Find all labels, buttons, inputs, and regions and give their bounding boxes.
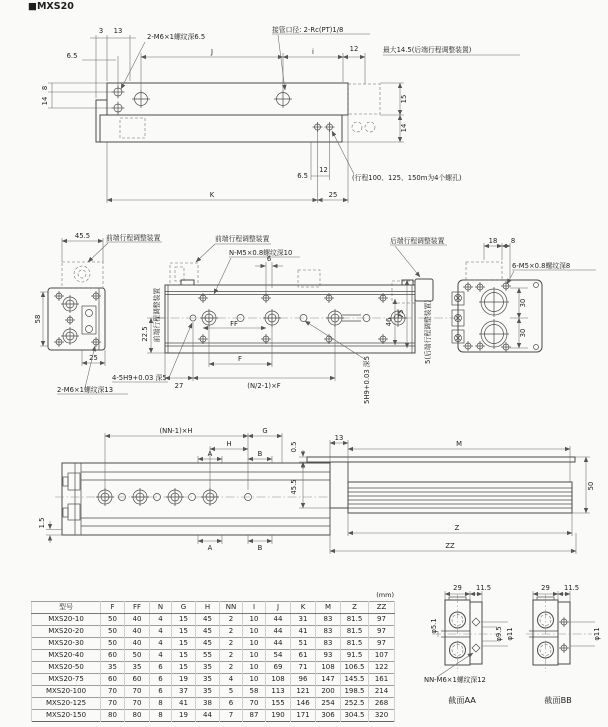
table-cell: 4 — [150, 614, 172, 626]
table-cell: 10 — [243, 638, 266, 650]
pin-hole-note: 4-5H9+0.03 深5 — [112, 374, 167, 382]
dim-0-5: 0.5 — [290, 441, 298, 453]
table-cell: 198.5 — [341, 686, 369, 698]
table-cell: 55 — [196, 650, 220, 662]
table-cell: 6 — [150, 674, 172, 686]
column-header-0: 型号 — [32, 602, 101, 614]
table-cell: MXS20-75 — [32, 674, 101, 686]
table-cell: 155 — [266, 698, 291, 710]
table-cell: MXS20-40 — [32, 650, 101, 662]
dim-K: K — [209, 191, 215, 199]
bolt-hole-icon — [263, 309, 281, 327]
table-cell: MXS20-20 — [32, 626, 101, 638]
table-cell: 7 — [220, 710, 243, 722]
table-cell: 44 — [266, 614, 291, 626]
dim-Z: Z — [454, 524, 460, 532]
table-cell: 81.5 — [341, 638, 369, 650]
column-header-11: Z — [341, 602, 369, 614]
dim-14-right: 14 — [400, 123, 408, 133]
bottom-thread-hole-icon — [261, 334, 271, 344]
table-cell: 37 — [172, 686, 196, 698]
table-cell: 45 — [196, 626, 220, 638]
column-header-3: N — [150, 602, 172, 614]
table-cell: 35 — [101, 662, 125, 674]
table-cell: 122 — [369, 662, 395, 674]
table-cell: 304.5 — [341, 710, 369, 722]
table-cell: 113 — [266, 686, 291, 698]
table-cell: 6 — [150, 686, 172, 698]
mount-hole-icon — [313, 122, 323, 132]
column-header-8: J — [266, 602, 291, 614]
table-cell: 10 — [243, 614, 266, 626]
column-header-10: M — [316, 602, 341, 614]
center-hole-icon — [65, 315, 75, 325]
table-cell: 70 — [101, 686, 125, 698]
table-cell: 69 — [266, 662, 291, 674]
table-cell: 121 — [291, 686, 316, 698]
column-header-7: I — [243, 602, 266, 614]
table-cell: 38 — [196, 698, 220, 710]
section-aa-caption: 截面AA — [448, 695, 476, 705]
table-cell: 97 — [369, 638, 395, 650]
table-cell: 268 — [369, 698, 395, 710]
table-cell: 10 — [243, 674, 266, 686]
table-cell: 35 — [196, 662, 220, 674]
table-cell: 44 — [266, 626, 291, 638]
dim-30-lower: 30 — [519, 328, 527, 338]
table-cell: 35 — [196, 686, 220, 698]
table-cell: 87 — [243, 710, 266, 722]
bolt-hole-icon — [96, 488, 114, 506]
table-cell: MXS20-125 — [32, 698, 101, 710]
table-cell: 161 — [369, 674, 395, 686]
table-cell: 2 — [220, 662, 243, 674]
dim-15: 15 — [400, 94, 408, 104]
table-row — [32, 698, 395, 710]
section-bb-caption: 截面BB — [544, 695, 572, 705]
dia-11: φ11 — [593, 627, 601, 641]
table-cell: 31 — [291, 614, 316, 626]
page-title: ■MXS20 — [28, 1, 74, 12]
bottom-thread-hole-icon — [198, 334, 208, 344]
table-cell: 91.5 — [341, 650, 369, 662]
table-cell: 70 — [243, 698, 266, 710]
table-cell: MXS20-50 — [32, 662, 101, 674]
table-cell: 50 — [101, 626, 125, 638]
dim-6: 6 — [266, 255, 272, 263]
bolt-hole-icon — [166, 488, 184, 506]
column-header-9: K — [291, 602, 316, 614]
table-cell: 93 — [316, 650, 341, 662]
table-cell: 44 — [266, 638, 291, 650]
table-row — [32, 710, 395, 722]
front-adjuster-note: 前端行程调整装置 — [215, 235, 270, 243]
front-adjuster-note: 前端行程调整装置 — [106, 234, 161, 242]
rear-adjuster-note: 后端行程调整装置 — [390, 237, 445, 245]
table-cell: 4 — [150, 638, 172, 650]
dim-12-right: 12 — [349, 45, 359, 53]
screw-hole-icon — [501, 281, 511, 291]
dim-29: 29 — [453, 584, 462, 592]
units-note: (mm) — [376, 591, 394, 599]
screw-hole-icon — [463, 341, 473, 351]
top-view — [41, 25, 520, 203]
table-cell: 145.5 — [341, 674, 369, 686]
table-cell: 4 — [150, 650, 172, 662]
table-row — [32, 614, 395, 626]
table-cell: 19 — [172, 710, 196, 722]
dim-18: 18 — [488, 237, 498, 245]
dim-8: 8 — [41, 85, 49, 91]
table-cell: 50 — [101, 638, 125, 650]
table-cell: 40 — [125, 638, 150, 650]
column-header-5: H — [196, 602, 220, 614]
dim-13: 13 — [113, 27, 123, 35]
cylinder-bore-icon — [479, 287, 509, 317]
table-cell: 146 — [291, 698, 316, 710]
table-cell: 81.5 — [341, 614, 369, 626]
table-cell: 8 — [150, 710, 172, 722]
table-cell: 83 — [316, 638, 341, 650]
thread-note: 2-M6×1螺纹深13 — [57, 386, 114, 394]
dim-B-top: B — [257, 450, 263, 458]
table-cell: 214 — [369, 686, 395, 698]
table-cell: 51 — [291, 638, 316, 650]
column-header-1: F — [101, 602, 125, 614]
screw-hole-icon — [463, 282, 473, 292]
max-note: 最大14.5(后端行程调整装置) — [383, 46, 472, 54]
dim-58: 58 — [34, 314, 42, 324]
table-cell: 60 — [125, 674, 150, 686]
table-cell: 80 — [101, 710, 125, 722]
bottom-thread-hole-icon — [324, 334, 334, 344]
table-cell: 41 — [291, 626, 316, 638]
table-cell: 10 — [243, 662, 266, 674]
table-cell: 320 — [369, 710, 395, 722]
thread-note: 6-M5×0.8螺纹深8 — [512, 262, 571, 270]
screw-hole-icon — [559, 617, 569, 627]
dia-5-1: φ5.1 — [430, 618, 438, 634]
rear-offset-note: 5(后端行程调整装置) — [424, 299, 432, 365]
table-cell: 60 — [101, 650, 125, 662]
dim-46: 46 — [385, 317, 393, 327]
table-cell: 15 — [172, 650, 196, 662]
pin-hole-note: 5H9+0.03 深5 — [363, 356, 371, 404]
bolt-hole-icon — [201, 488, 219, 506]
table-cell: 71 — [291, 662, 316, 674]
table-cell: 40 — [125, 626, 150, 638]
dim-3: 3 — [98, 27, 104, 35]
table-cell: 106.5 — [341, 662, 369, 674]
dim-6-5-bottom: 6.5 — [297, 172, 308, 180]
thread-note: N-M5×0.8螺纹深10 — [229, 249, 293, 257]
dim-12-bottom: 12 — [319, 166, 328, 174]
table-cell: 41 — [172, 698, 196, 710]
dim-FF: FF — [230, 320, 238, 328]
dimension-table — [31, 601, 395, 722]
table-cell: 70 — [125, 686, 150, 698]
table-cell: 50 — [125, 650, 150, 662]
dim-N2-1xF: (N/2-1)×F — [247, 382, 281, 390]
table-cell: 83 — [316, 626, 341, 638]
bolt-hole-icon — [131, 488, 149, 506]
dim-H: H — [226, 440, 232, 448]
table-cell: 107 — [369, 650, 395, 662]
table-cell: 35 — [125, 662, 150, 674]
table-cell: 15 — [172, 638, 196, 650]
dim-NN-1xH: (NN-1)×H — [159, 427, 193, 435]
dim-A-top: A — [207, 450, 213, 458]
table-cell: 60 — [101, 674, 125, 686]
table-cell: 61 — [291, 650, 316, 662]
table-cell: 19 — [172, 674, 196, 686]
table-cell: MXS20-100 — [32, 686, 101, 698]
table-cell: 80 — [125, 710, 150, 722]
table-cell: 97 — [369, 626, 395, 638]
screw-hole-icon — [475, 341, 485, 351]
table-cell: 2 — [220, 638, 243, 650]
front-adjuster-side-note: 前端行程调整装置 — [153, 287, 161, 343]
table-row — [32, 650, 395, 662]
table-cell: MXS20-10 — [32, 614, 101, 626]
table-cell: MXS20-150 — [32, 710, 101, 722]
table-cell: 81.5 — [341, 626, 369, 638]
table-cell: 10 — [243, 650, 266, 662]
table-cell: 45 — [196, 638, 220, 650]
dim-75: 75 — [397, 309, 405, 319]
thread-note: 2-M6×1螺纹深6.5 — [147, 33, 206, 41]
column-header-6: NN — [220, 602, 243, 614]
table-cell: 108 — [266, 674, 291, 686]
table-cell: 70 — [101, 698, 125, 710]
bolt-hole-icon — [326, 309, 344, 327]
dim-25: 25 — [89, 354, 98, 362]
table-row — [32, 674, 395, 686]
dim-14-left: 14 — [41, 96, 49, 106]
table-cell: 2 — [220, 626, 243, 638]
dim-6-5-left: 6.5 — [66, 52, 78, 60]
dim-ZZ: ZZ — [445, 542, 455, 550]
table-cell: 254 — [316, 698, 341, 710]
dim-1-5: 1.5 — [38, 517, 46, 529]
table-cell: 306 — [316, 710, 341, 722]
dim-8: 8 — [510, 237, 516, 245]
table-cell: 4 — [220, 674, 243, 686]
table-cell: 96 — [291, 674, 316, 686]
table-cell: 2 — [220, 614, 243, 626]
table-cell: 6 — [220, 698, 243, 710]
dim-A-bottom: A — [207, 544, 213, 552]
dia-9-5: φ9.5 — [495, 626, 503, 642]
screw-hole-icon — [475, 282, 485, 292]
table-cell: 15 — [172, 626, 196, 638]
column-header-4: G — [172, 602, 196, 614]
dim-B-bottom: B — [257, 544, 263, 552]
table-cell: 10 — [243, 626, 266, 638]
table-cell: 171 — [291, 710, 316, 722]
table-cell: 70 — [125, 698, 150, 710]
table-cell: 45 — [196, 614, 220, 626]
section-bb-view — [526, 584, 601, 705]
port-note: 接管口径: 2-Rc(PT)1/8 — [272, 26, 344, 34]
bolt-hole-icon — [200, 309, 218, 327]
air-port-icon — [274, 90, 292, 108]
dim-25: 25 — [328, 191, 338, 199]
air-port-icon — [132, 90, 150, 108]
table-row — [32, 662, 395, 674]
screw-hole-icon — [91, 337, 101, 347]
right-end-view — [452, 237, 596, 352]
table-cell: 54 — [266, 650, 291, 662]
table-row — [32, 626, 395, 638]
table-row — [32, 638, 395, 650]
dim-i: i — [312, 48, 314, 56]
table-cell: 50 — [101, 614, 125, 626]
profile-view — [290, 434, 595, 554]
dim-45-5: 45.5 — [74, 232, 91, 240]
table-cell: 15 — [172, 614, 196, 626]
screw-hole-icon — [54, 291, 64, 301]
dim-30-upper: 30 — [519, 298, 527, 308]
table-cell: 147 — [316, 674, 341, 686]
screw-hole-icon — [54, 337, 64, 347]
front-view — [141, 234, 460, 404]
dim-13: 13 — [334, 434, 344, 442]
table-cell: 40 — [125, 614, 150, 626]
mount-hole-icon — [325, 122, 335, 132]
table-cell: 190 — [266, 710, 291, 722]
table-cell: 4 — [150, 626, 172, 638]
table-cell: 35 — [196, 674, 220, 686]
table-cell: 5 — [220, 686, 243, 698]
dim-27: 27 — [174, 382, 184, 390]
dim-J: J — [210, 48, 214, 56]
dim-11-5: 11.5 — [564, 584, 580, 592]
thread-note: NN-M6×1螺纹深12 — [424, 676, 486, 684]
dim-29: 29 — [541, 584, 550, 592]
dim-M: M — [456, 440, 462, 448]
table-cell: MXS20-30 — [32, 638, 101, 650]
dim-45-5: 45.5 — [290, 479, 298, 495]
table-header-row — [32, 602, 395, 614]
table-row — [32, 686, 395, 698]
dim-F: F — [238, 355, 242, 363]
section-aa-view — [424, 584, 514, 705]
dim-11-5: 11.5 — [476, 584, 492, 592]
table-cell: 58 — [243, 686, 266, 698]
column-header-2: FF — [125, 602, 150, 614]
screw-hole-icon — [559, 643, 569, 653]
column-header-12: ZZ — [369, 602, 395, 614]
dim-22-5: 22.5 — [141, 326, 149, 342]
table-cell: 44 — [196, 710, 220, 722]
dim-G: G — [262, 427, 268, 435]
table-cell: 8 — [150, 698, 172, 710]
table-cell: 15 — [172, 662, 196, 674]
bottom-view — [38, 427, 330, 552]
dia-11: φ11 — [506, 627, 514, 641]
table-cell: 108 — [316, 662, 341, 674]
port-hole-icon — [61, 295, 79, 313]
table-cell: 6 — [150, 662, 172, 674]
table-cell: 252.5 — [341, 698, 369, 710]
table-cell: 200 — [316, 686, 341, 698]
table-cell: 83 — [316, 614, 341, 626]
bottom-thread-hole-icon — [378, 334, 388, 344]
dim-50: 50 — [587, 481, 595, 491]
screw-hole-icon — [91, 291, 101, 301]
holes-note: (行程100、125、150m为4个螺孔) — [352, 174, 462, 182]
table-cell: 2 — [220, 650, 243, 662]
table-cell: 97 — [369, 614, 395, 626]
